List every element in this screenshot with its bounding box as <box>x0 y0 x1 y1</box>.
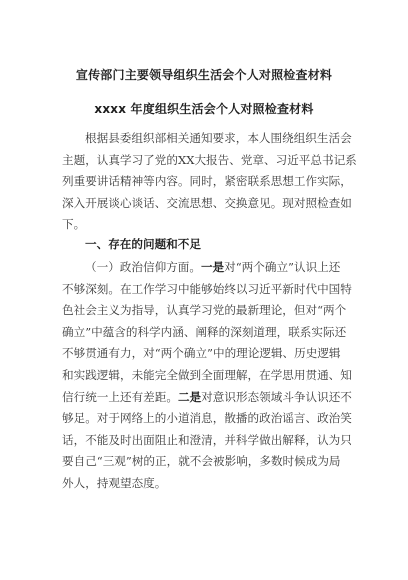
line-text: 不够贯通有力，对“两个确立”中的理论逻辑、历史逻辑 <box>62 346 341 361</box>
line-text: 对“两个确立”认识上还 <box>224 260 341 274</box>
section-line <box>62 365 352 387</box>
section-line <box>62 473 352 495</box>
line-text: 要自己“三观”树的正，就不会被影响，多数时候成为局 <box>62 454 341 469</box>
line-text: （一）政治信仰方面。 <box>85 260 201 274</box>
line-text: 对意识形态领域斗争认识还不 <box>201 389 352 404</box>
intro-paragraph <box>62 128 357 236</box>
line-text: 够足。对于网络上的小道消息，散播的政治谣言、政治笑 <box>62 411 352 426</box>
section-line <box>62 451 352 473</box>
line-text: 信行统一上还有差距。 <box>62 389 178 404</box>
section-paragraph <box>62 257 352 495</box>
line-text: 外人，持观望态度。 <box>62 475 167 490</box>
emphasis-text: 一是 <box>200 260 225 274</box>
line-text: 和实践逻辑，未能完全做到全面理解，在学思用贯通、知 <box>62 367 352 382</box>
intro-line: 列重要讲话精神等内容。同时，紧密联系思想工作实际， <box>62 174 352 189</box>
section-line <box>62 430 352 452</box>
section-line <box>62 343 352 365</box>
intro-line: 根据县委组织部相关通知要求，本人围绕组织生活会 <box>85 131 352 145</box>
intro-line: 主题，认真学习了党的XX大报告、党章、习近平总书记系 <box>62 152 357 167</box>
section-line <box>62 387 352 409</box>
intro-line: 下。 <box>62 217 86 232</box>
line-text: 不够深刻。在工作学习中能够始终以习近平新时代中国特 <box>62 281 352 296</box>
section-line <box>62 279 352 301</box>
line-text: 确立”中蕴含的科学内涵、阐释的深刻道理，联系实际还 <box>62 324 347 339</box>
section-heading: 一、存在的问题和不足 <box>85 237 201 251</box>
emphasis-text: 二是 <box>177 389 202 404</box>
document-title: 宣传部门主要领导组织生活会个人对照检查材料 <box>75 68 333 82</box>
intro-line: 深入开展谈心谈话、交流思想、交换意见。现对照检查如 <box>62 195 352 210</box>
section-line <box>62 257 352 279</box>
line-text: 话，不能及时出面阻止和澄清，并科学做出解释，认为只 <box>62 432 352 447</box>
line-text: 色社会主义为指导，认真学习党的最新理论，但对“两个 <box>62 303 347 318</box>
document-subtitle: xxxx 年度组织生活会个人对照检查材料 <box>94 102 314 116</box>
section-line <box>62 322 352 344</box>
section-line <box>62 300 352 322</box>
section-line <box>62 408 352 430</box>
